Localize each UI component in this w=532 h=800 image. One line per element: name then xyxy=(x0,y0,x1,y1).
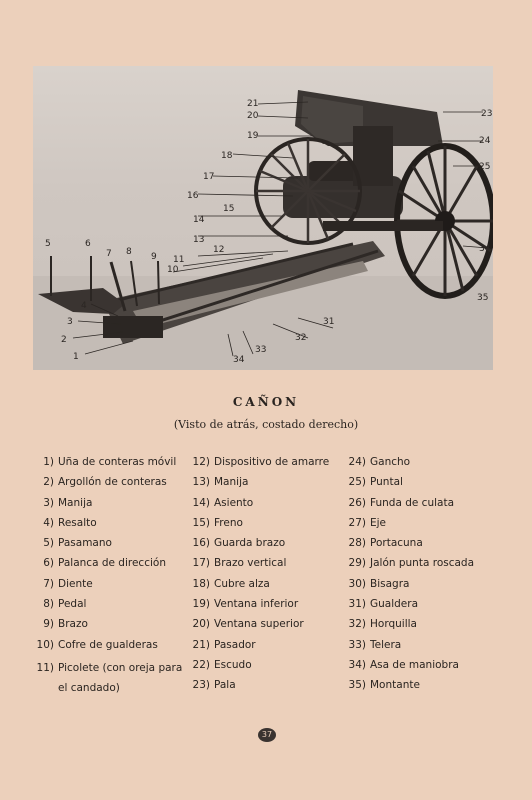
cannon-illustration xyxy=(33,66,493,370)
legend-item: 31) Gualdera xyxy=(348,598,419,611)
callout-24: 24 xyxy=(479,136,491,146)
callout-31: 31 xyxy=(323,317,335,327)
callout-25: 25 xyxy=(479,162,491,172)
legend-item: 14) Asiento xyxy=(192,496,254,509)
legend-item: 22) Escudo xyxy=(192,658,252,671)
legend-item: 15) Freno xyxy=(192,516,243,529)
cannon-photo xyxy=(33,66,493,370)
legend-item: 5) Pasamano xyxy=(43,537,112,550)
legend-item: 21) Pasador xyxy=(192,638,256,651)
legend-item: 2) Argollón de conteras xyxy=(43,476,167,489)
callout-18: 18 xyxy=(221,151,233,161)
callout-21: 21 xyxy=(247,99,259,109)
legend-column-2 xyxy=(190,455,350,699)
callout-32: 32 xyxy=(295,333,307,343)
callout-8: 8 xyxy=(126,247,132,257)
callout-9: 9 xyxy=(151,252,157,262)
callout-13: 13 xyxy=(193,235,205,245)
callout-17: 17 xyxy=(203,172,215,182)
callout-12: 12 xyxy=(213,245,225,255)
callout-3: 3 xyxy=(67,317,73,327)
callout-15: 15 xyxy=(223,204,235,214)
legend-item: 11) Picolete (con oreja para el candado) xyxy=(36,661,183,694)
callout-7: 7 xyxy=(106,249,112,259)
legend-item: 8) Pedal xyxy=(43,598,87,611)
callout-10: 10 xyxy=(167,265,179,275)
legend-item: 4) Resalto xyxy=(43,516,97,529)
legend-item: 28) Portacuna xyxy=(348,537,423,550)
callout-20: 20 xyxy=(247,111,259,121)
legend-item: 1) Uña de conteras móvil xyxy=(43,456,177,468)
legend-item: 16) Guarda brazo xyxy=(192,537,286,550)
callout-2: 2 xyxy=(61,335,67,345)
legend-item: 29) Jalón punta roscada xyxy=(348,557,475,570)
legend-item: 18) Cubre alza xyxy=(192,577,270,590)
legend-item: 20) Ventana superior xyxy=(192,618,304,631)
legend-item: 13) Manija xyxy=(192,476,249,489)
legend-item: 34) Asa de maniobra xyxy=(348,658,459,671)
legend-item: 10) Cofre de gualderas xyxy=(36,638,158,651)
legend-item: 33) Telera xyxy=(348,638,402,651)
legend-column-1 xyxy=(32,455,197,698)
callout-4: 4 xyxy=(81,301,87,311)
callout-1: 1 xyxy=(73,352,79,362)
legend-item: 35) Montante xyxy=(348,679,420,692)
callout-5: 5 xyxy=(45,239,51,249)
callout-16: 16 xyxy=(187,191,199,201)
legend-item: 27) Eje xyxy=(348,516,387,529)
callout-11: 11 xyxy=(173,255,185,265)
callout-14: 14 xyxy=(193,215,205,225)
callout-34b: 34 xyxy=(233,355,245,365)
legend-item: 6) Palanca de dirección xyxy=(43,557,166,570)
legend-item: 32) Horquilla xyxy=(348,618,417,631)
page-subtitle: (Visto de atrás, costado derecho) xyxy=(173,418,359,431)
legend-item: 25) Puntal xyxy=(348,476,403,489)
parts-legend xyxy=(0,455,532,715)
callout-33: 33 xyxy=(255,345,267,355)
page-title: CAÑON xyxy=(232,395,300,409)
page-number: 37 xyxy=(258,728,276,742)
legend-item: 7) Diente xyxy=(43,577,93,590)
legend-item: 24) Gancho xyxy=(348,456,411,468)
legend-item: 23) Pala xyxy=(192,679,236,692)
callout-6: 6 xyxy=(85,239,91,249)
callout-23: 23 xyxy=(481,109,493,119)
callout-19: 19 xyxy=(247,131,259,141)
legend-item: 26) Funda de culata xyxy=(348,496,455,509)
legend-column-3 xyxy=(346,455,506,699)
legend-item: 17) Brazo vertical xyxy=(192,557,287,570)
callout-35: 35 xyxy=(477,293,489,303)
callout-34: 34 xyxy=(479,244,491,254)
legend-item: 3) Manija xyxy=(43,496,93,509)
legend-item: 30) Bisagra xyxy=(348,577,410,590)
legend-item: 19) Ventana inferior xyxy=(192,598,299,611)
legend-item: 9) Brazo xyxy=(43,618,88,631)
legend-item: 12) Dispositivo de amarre xyxy=(192,456,330,468)
